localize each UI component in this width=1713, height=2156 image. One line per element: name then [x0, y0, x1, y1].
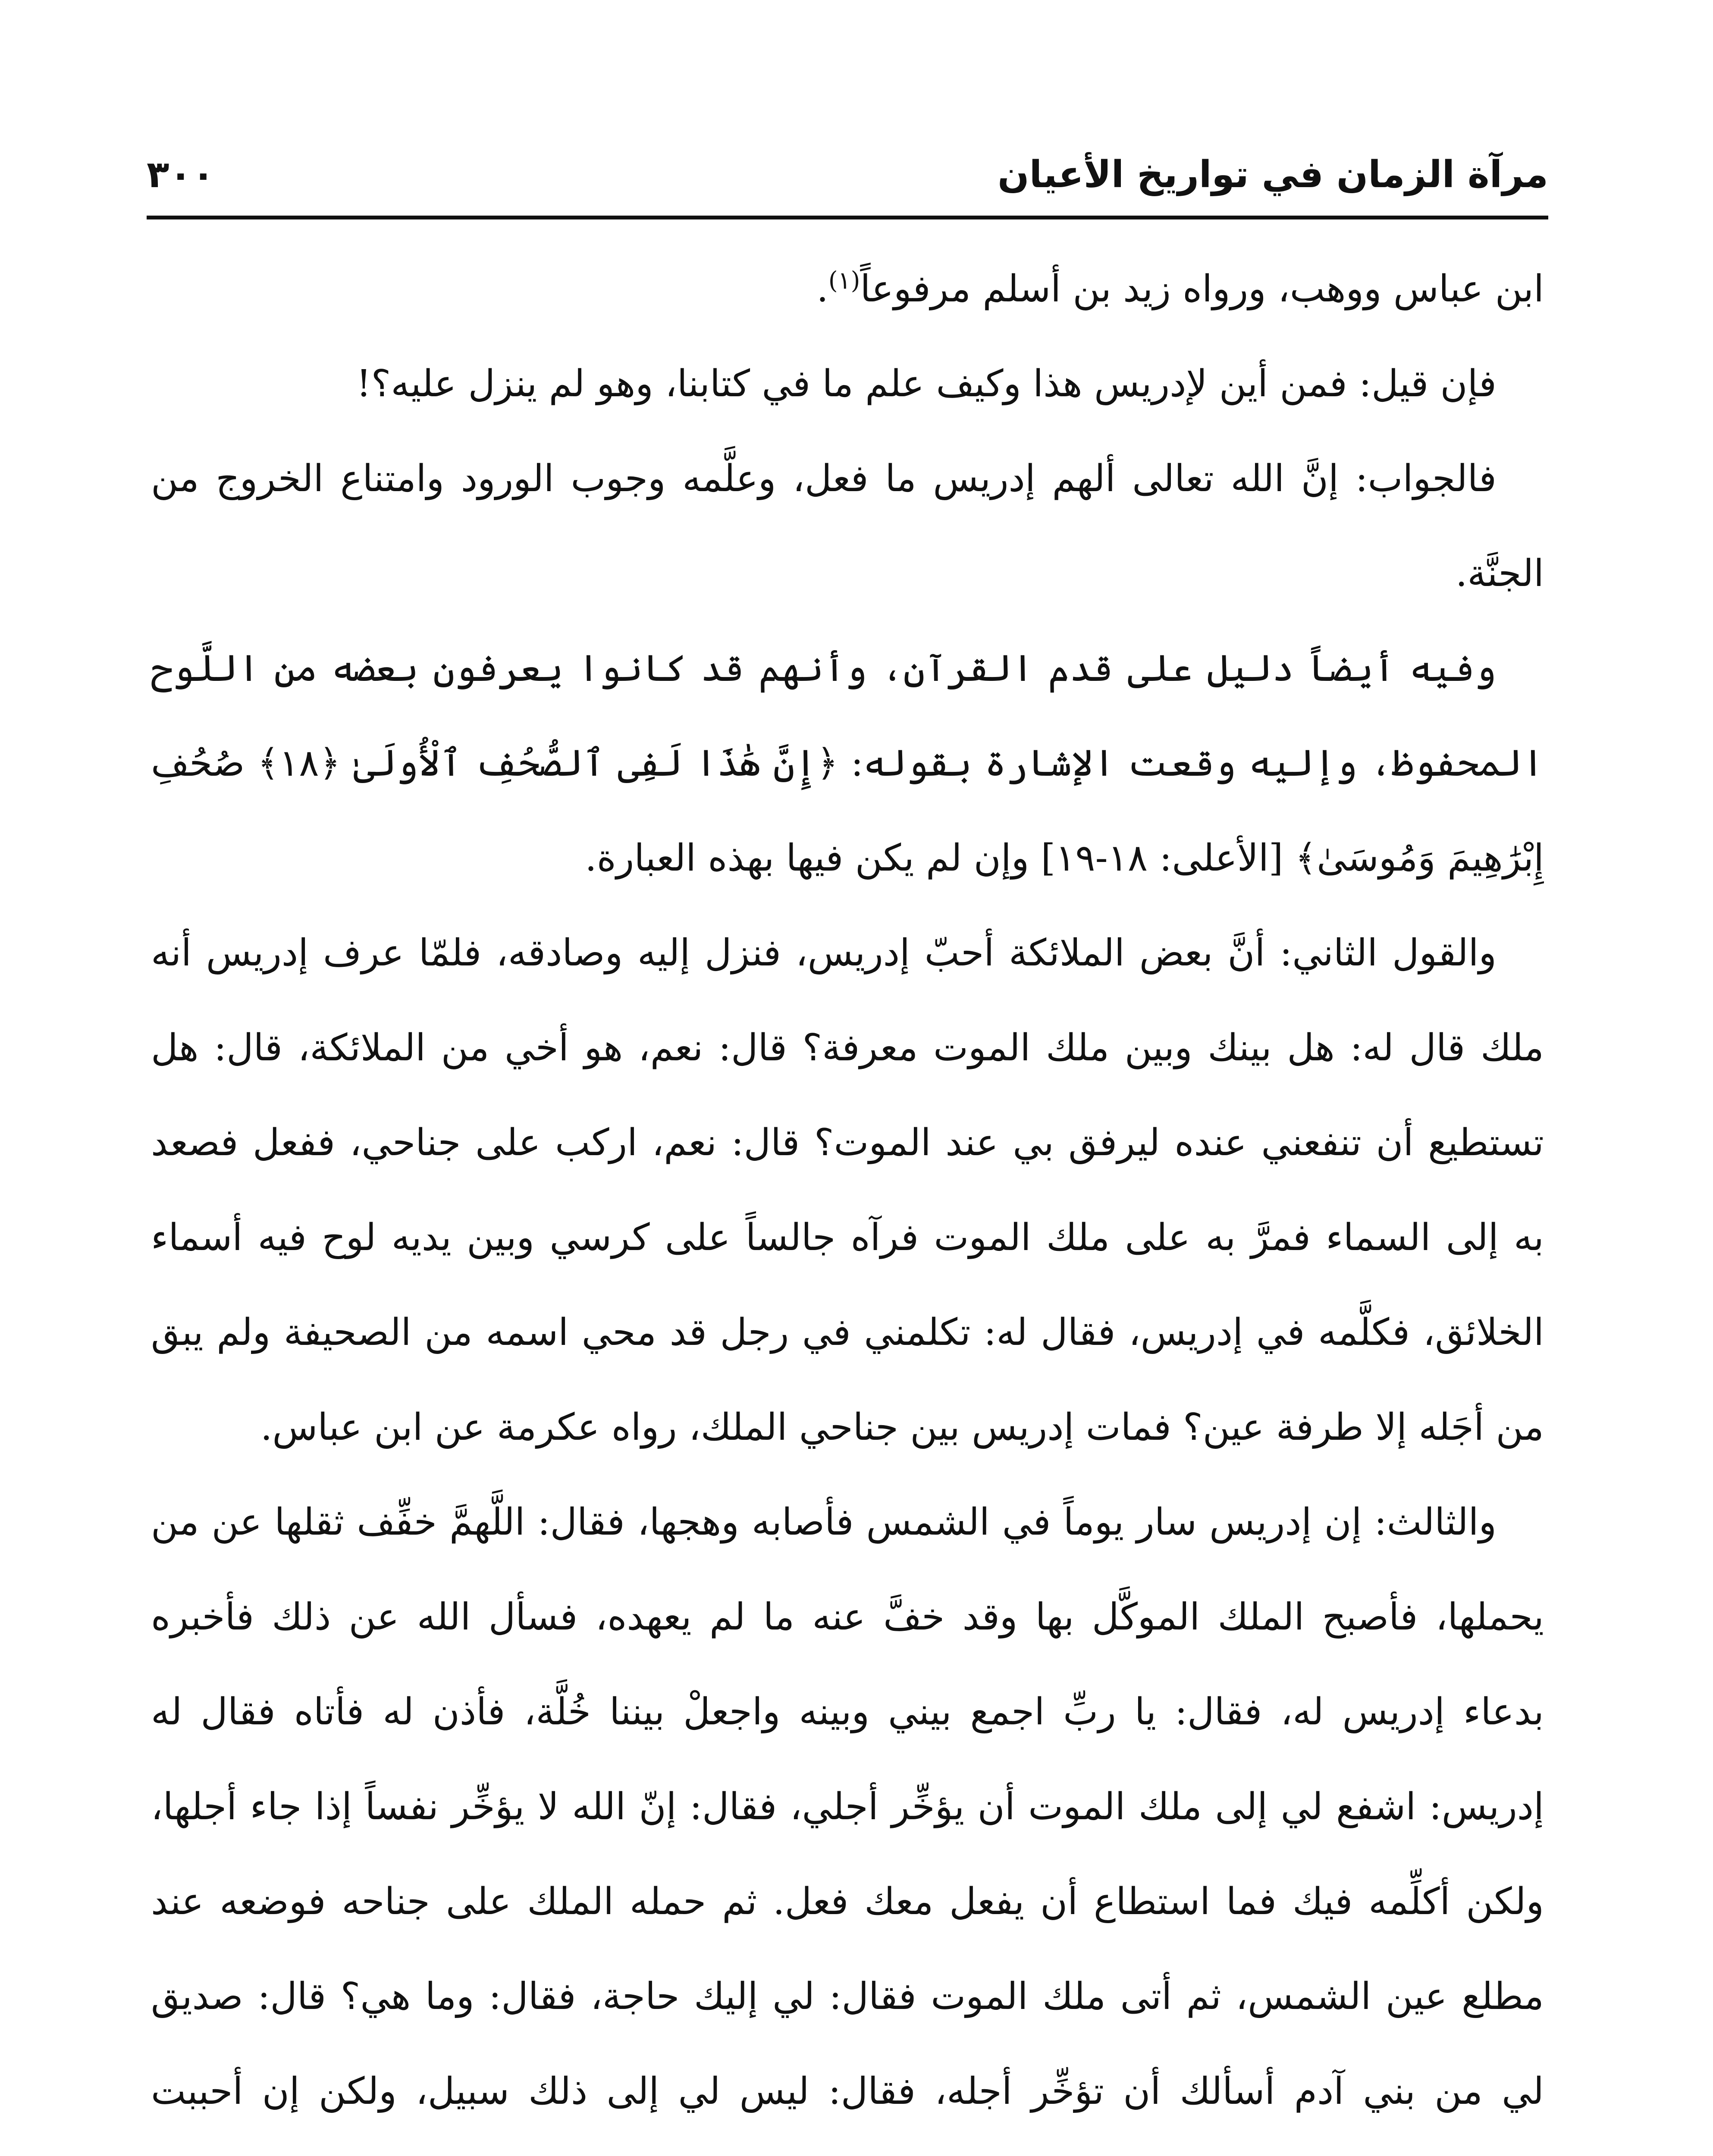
paragraph-1-tail: . [816, 267, 828, 310]
paragraph-1-text: ابن عباس ووهب، ورواه زيد بن أسلم مرفوعاً [860, 267, 1544, 310]
header-rule [147, 216, 1548, 219]
paragraph-4-before: وفيه أيضاً دليل على قدم القرآن، وأنهم قد كانوا يعرفون بعضه من اللَّوح المحفوظ، وإليه وقعت الإشارة بقوله: [151, 647, 1544, 785]
book-title: مرآة الزمان في تواريخ الأعيان [998, 153, 1548, 196]
paragraph-4 [151, 621, 1544, 906]
paragraph-5: والقول الثاني: أنَّ بعض الملائكة أحبّ إدريس، فنزل إليه وصادقه، فلمّا عرف إدريس أنه ملك قال له: هل بينك وبين ملك الموت معرفة؟ قال: نعم، هو أخي من الملائكة، قال: هل تستطيع أن تنفعني عنده ليرفق بي عند الموت؟ قال: نعم، اركب على جناحي، ففعل فصعد به إلى السماء فمرَّ به على ملك الموت فرآه جالساً على كرسي وبين يديه لوح فيه أسماء الخلائق، فكلَّمه في إدريس، فقال له: تكلمني في رجل قد محي اسمه من الصحيفة ولم يبق من أجَله إلا طرفة عين؟ فمات إدريس بين جناحي الملك، رواه عكرمة عن ابن عباس. [151, 931, 1544, 1449]
page-number: ٣٠٠ [147, 153, 215, 196]
main-text [151, 241, 1544, 2156]
paragraph-4-after: [الأعلى: ١٨-١٩] وإن لم يكن فيها بهذه العبارة. [585, 837, 1295, 880]
footnote-reference: (١) [828, 266, 860, 295]
paragraph-2: فإن قيل: فمن أين لإدريس هذا وكيف علم ما في كتابنا، وهو لم ينزل عليه؟! [356, 362, 1497, 405]
paragraph-1 [151, 241, 1544, 336]
paragraph-6: والثالث: إن إدريس سار يوماً في الشمس فأصابه وهجها، فقال: اللَّهمَّ خفِّف ثقلها عن من يحملها، فأصبح الملك الموكَّل بها وقد خفَّ عنه ما لم يعهده، فسأل الله عن ذلك فأخبره بدعاء إدريس له، فقال: يا ربِّ اجمع بيني وبينه واجعلْ بيننا خُلَّة، فأذن له فأتاه فقال له إدريس: اشفع لي إلى ملك الموت أن يؤخِّر أجلي، فقال: إنّ الله لا يؤخِّر نفساً إذا جاء أجلها، ولكن أكلِّمه فيك فما استطاع أن يفعل معك فعل. ثم حمله الملك على جناحه فوضعه عند مطلع عين الشمس، ثم أتى ملك الموت فقال: لي إليك حاجة، فقال: وما هي؟ قال: صديق لي من بني آدم أسألك أن تؤخِّر أجله، فقال: ليس لي إلى ذلك سبيل، ولكن إن أحببت [151, 1501, 1544, 2113]
paragraph-3: فالجواب: إنَّ الله تعالى ألهم إدريس ما فعل، وعلَّمه وجوب الورود وامتناع الخروج من الجنَّة. [151, 457, 1544, 595]
running-header [147, 142, 1548, 207]
quran-verse: ﴿إِنَّ هَٰذَا لَفِى ٱلصُّحُفِ ٱلْأُولَىٰ ﴿١٨﴾ صُحُفِ إِبْرَٰهِيمَ وَمُوسَىٰ﴾ [151, 742, 1544, 880]
